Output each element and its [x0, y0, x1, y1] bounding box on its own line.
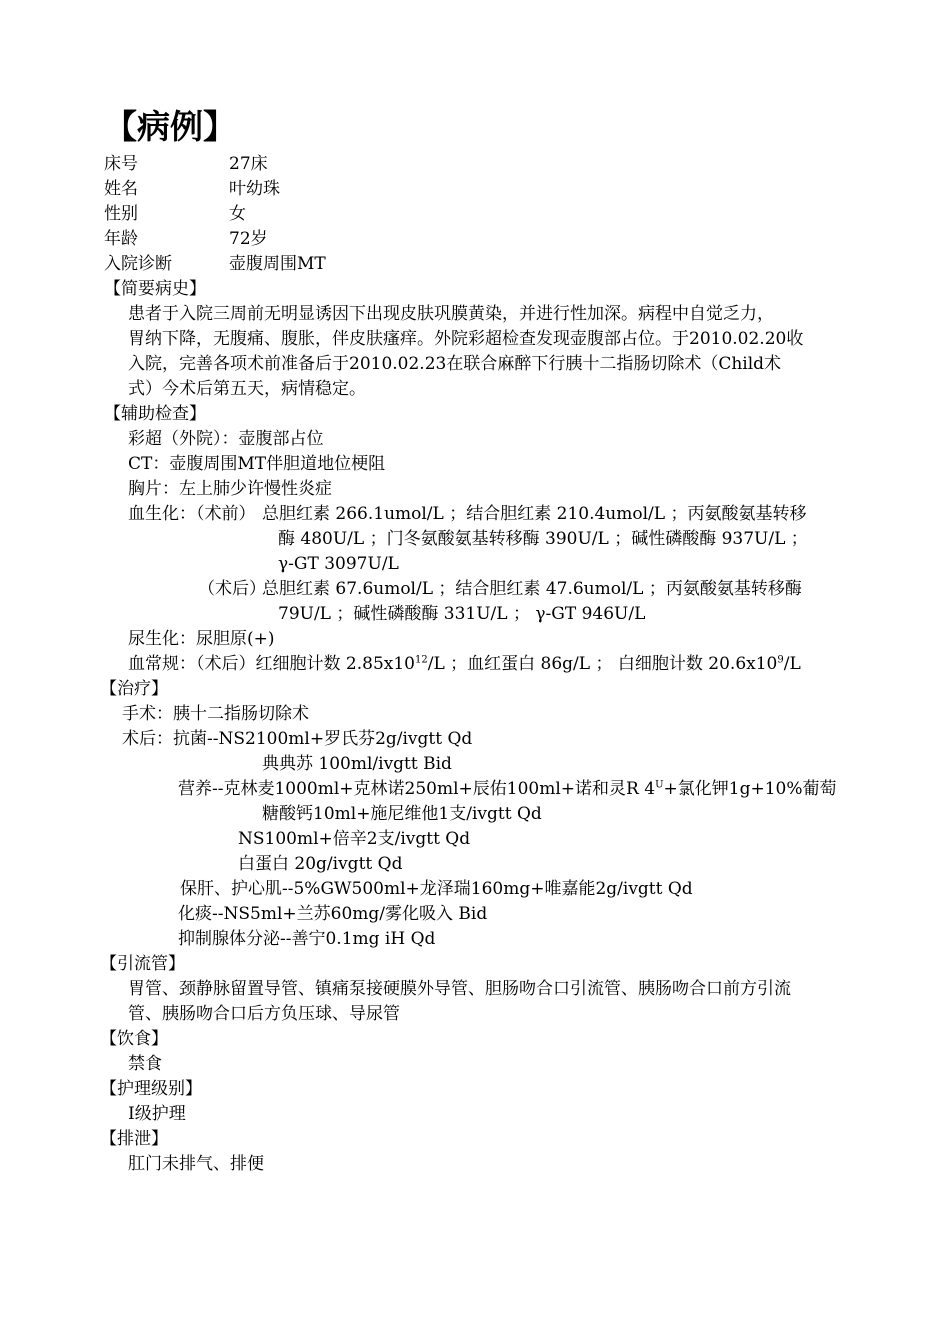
history-line: 胃纳下降，无腹痛、腹胀，伴皮肤瘙痒。外院彩超检查发现壶腹部占位。于2010.02.20收: [128, 329, 804, 349]
section-heading-exams: 【辅助检查】: [104, 404, 206, 424]
info-label: 入院诊断: [104, 254, 172, 274]
info-label: 姓名: [104, 179, 138, 199]
cbc-exponent: 9: [777, 654, 784, 666]
nutrition-text: +氯化钾1g+10%葡萄: [663, 779, 837, 799]
treatment-nutrition-2: 糖酸钙10ml+施尼维他1支/ivgtt Qd: [262, 804, 542, 824]
info-row-name: [104, 177, 280, 202]
blood-bio-pre-line: 总胆红素 266.1umol/L ；结合胆红素 210.4umol/L ；丙氨酸氨基转移: [262, 504, 807, 524]
section-heading-excretion: 【排泄】: [100, 1129, 168, 1149]
treatment-inhibit: 抑制腺体分泌--善宁0.1mg iH Qd: [178, 929, 436, 949]
diet-value: 禁食: [128, 1054, 162, 1074]
drainage-line: 管、胰肠吻合口后方负压球、导尿管: [128, 1004, 400, 1024]
nursing-value: I级护理: [128, 1104, 186, 1124]
blood-bio-pre-line: γ-GT 3097U/L: [278, 554, 399, 574]
section-heading-treatment: 【治疗】: [100, 679, 168, 699]
cbc-text: /L: [783, 654, 801, 674]
section-heading-diet: 【饮食】: [100, 1029, 168, 1049]
info-label: 年龄: [104, 229, 138, 249]
info-label: 性别: [104, 204, 138, 224]
blood-bio-post-label: （术后）: [198, 579, 266, 599]
info-value: 72岁: [229, 229, 268, 249]
page-title: 【病例】: [104, 107, 236, 146]
history-line: 入院，完善各项术前准备后于2010.02.23在联合麻醉下行胰十二指肠切除术（Child术: [128, 354, 782, 374]
section-heading-nursing: 【护理级别】: [100, 1079, 202, 1099]
section-heading-history: 【简要病史】: [104, 279, 206, 299]
treatment-antibiotic-2: 典典苏 100ml/ivgtt Bid: [262, 754, 452, 774]
info-row-age: [104, 227, 268, 252]
blood-bio-post-line: 总胆红素 67.6umol/L ；结合胆红素 47.6umol/L ；丙氨酸氨基转移酶: [262, 579, 802, 599]
treatment-phlegm: 化痰--NS5ml+兰苏60mg/雾化吸入 Bid: [178, 904, 488, 924]
excretion-value: 肛门未排气、排便: [128, 1154, 264, 1174]
history-line: 式）今术后第五天，病情稳定。: [128, 379, 366, 399]
drainage-line: 胃管、颈静脉留置导管、镇痛泵接硬膜外导管、胆肠吻合口引流管、胰肠吻合口前方引流: [128, 979, 791, 999]
info-value: 叶幼珠: [229, 179, 280, 199]
insulin-unit: U: [655, 779, 664, 791]
info-label: 床号: [104, 154, 138, 174]
treatment-liver: 保肝、护心肌--5%GW500ml+龙泽瑞160mg+唯嘉能2g/ivgtt Qd: [180, 879, 693, 899]
section-heading-drainage: 【引流管】: [100, 954, 185, 974]
history-line: 患者于入院三周前无明显诱因下出现皮肤巩膜黄染，并进行性加深。病程中自觉乏力，: [128, 304, 774, 324]
blood-bio-label: 血生化：（术前）: [128, 504, 256, 524]
cbc-text: 血常规：（术后）红细胞计数 2.85x10: [128, 654, 415, 674]
cbc-exponent: 12: [414, 654, 428, 666]
treatment-nutrition-3: NS100ml+倍辛2支/ivgtt Qd: [238, 829, 471, 849]
treatment-antibiotic: 术后：抗菌--NS2100ml+罗氏芬2g/ivgtt Qd: [122, 729, 473, 749]
nutrition-text: 营养--克林麦1000ml+克林诺250ml+辰佑100ml+诺和灵R 4: [178, 779, 656, 799]
info-value: 壶腹周围MT: [229, 254, 326, 274]
info-row-sex: [104, 202, 246, 227]
exam-blood-routine: [128, 652, 801, 677]
blood-bio-pre-line: 酶 480U/L ；门冬氨酸氨基转移酶 390U/L ；碱性磷酸酶 937U/L ；: [278, 529, 808, 549]
blood-bio-post-line: 79U/L ；碱性磷酸酶 331U/L ； γ-GT 946U/L: [278, 604, 646, 624]
treatment-nutrition: [178, 777, 837, 802]
info-row-diagnosis: [104, 252, 326, 277]
exam-ultrasound: 彩超（外院）：壶腹部占位: [128, 429, 324, 449]
info-value: 27床: [229, 154, 268, 174]
exam-chest-xray: 胸片：左上肺少许慢性炎症: [128, 479, 332, 499]
info-value: 女: [229, 204, 246, 224]
exam-urine: 尿生化：尿胆原(+): [128, 629, 275, 649]
exam-ct: CT：壶腹周围MT伴胆道地位梗阻: [128, 454, 386, 474]
cbc-text: /L ；血红蛋白 86g/L ； 白细胞计数 20.6x10: [427, 654, 778, 674]
treatment-surgery: 手术：胰十二指肠切除术: [122, 704, 309, 724]
info-row-bed: [104, 152, 268, 177]
treatment-nutrition-4: 白蛋白 20g/ivgtt Qd: [238, 854, 403, 874]
